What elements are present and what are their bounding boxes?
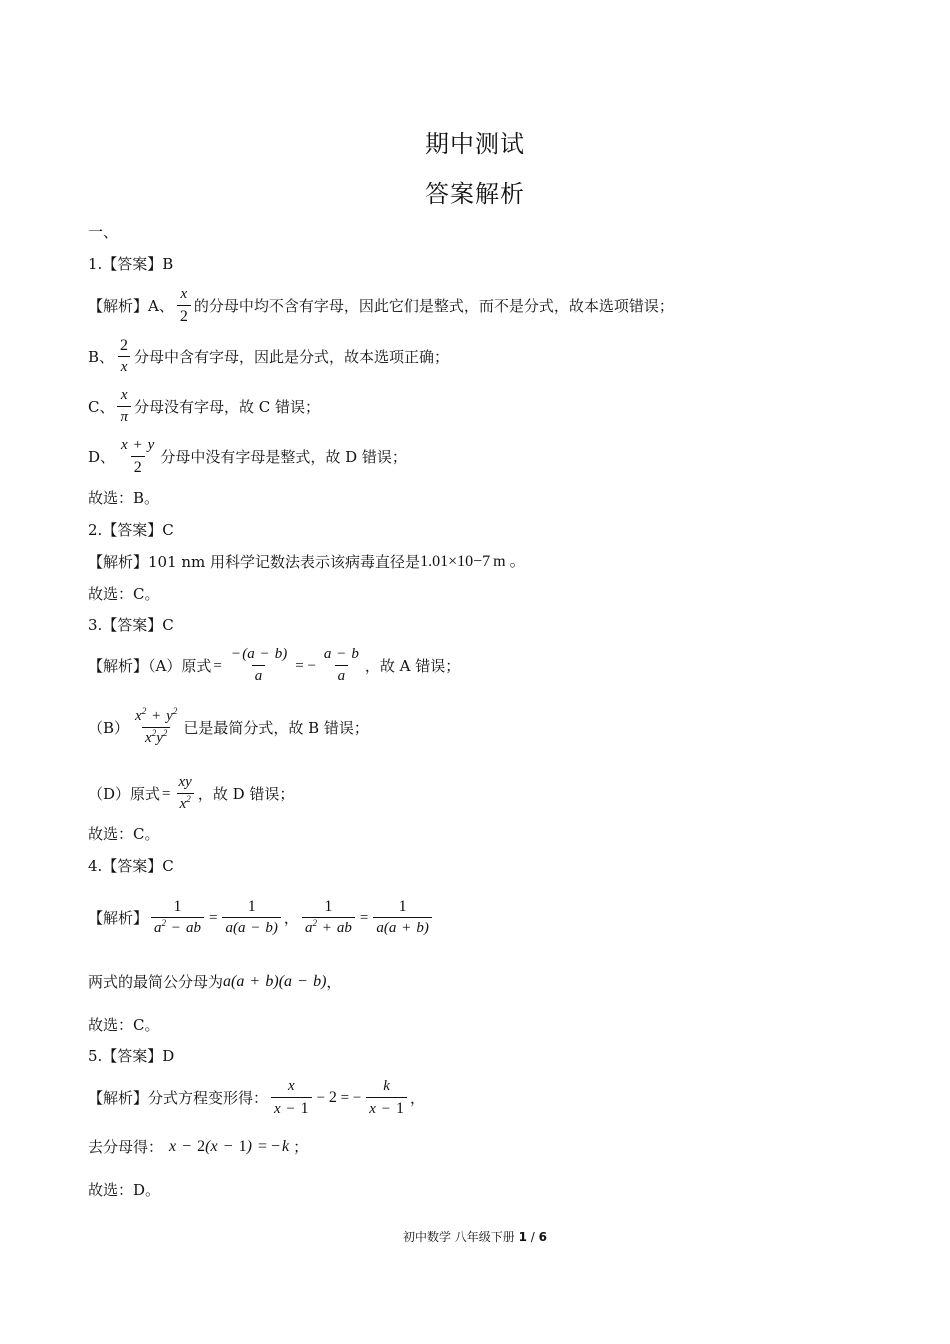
page-total: 6: [538, 1230, 548, 1244]
q5-analysis: 【解析】分式方程变形得： $\frac{x}{x - 1}$ − 2 = − $\frac{k}{x - 1}$ ，: [88, 1078, 425, 1117]
fraction: $\frac{1}{a(a - b)}$: [222, 897, 280, 938]
fraction: $\frac{2}{x}$: [117, 336, 131, 377]
q1-choice: 故选：B。: [88, 489, 160, 507]
q1-answer: 1.【答案】B: [88, 255, 174, 273]
q2-answer: 2.【答案】C: [88, 521, 174, 539]
q1-option-a: 【解析】A、 $\frac{x}{2}$ 的分母中均不含有字母，因此它们是整式，而不是分式，故本选项错误；: [88, 286, 674, 325]
q3-option-a: 【解析】（A）原式 = $\frac{- (a - b)}{a}$ = − $\frac{a - b}{a}$ ，故 A 错误；: [88, 646, 461, 684]
section-label: 一、: [88, 223, 119, 241]
q3-option-d: （D）原式 = $\frac{xy}{x^2}$ ，故 D 错误；: [88, 774, 295, 812]
q3-answer: 3.【答案】C: [88, 616, 174, 634]
page-title: 期中测试: [425, 130, 525, 158]
fraction: $\frac{- (a - b)}{a}$: [231, 646, 288, 684]
page-number: 1: [518, 1230, 527, 1244]
q2-choice: 故选：C。: [88, 585, 160, 603]
fraction: $\frac{k}{x - 1}$: [366, 1077, 407, 1119]
q4-analysis: 【解析】 $\frac{1}{a^2 - ab}$ = $\frac{1}{a(a - b)}$ ， $\frac{1}{a^2 + ab}$ = $\frac{1}{a(a + b)}$: [88, 897, 435, 938]
page-footer: 初中数学 八年级下册 1 / 6: [402, 1230, 548, 1244]
q4-answer: 4.【答案】C: [88, 857, 174, 875]
q4-lcd: 两式的最简公分母为 a(a + b)(a − b) ，: [88, 973, 342, 991]
fraction: $\frac{x}{2}$: [177, 285, 191, 326]
q1-option-d: D、 $\frac{x + y}{2}$ 分母中没有字母是整式，故 D 错误；: [88, 437, 407, 476]
q1-option-b: B、 $\frac{2}{x}$ 分母中含有字母，因此是分式，故本选项正确；: [88, 337, 450, 375]
q5-step: 去分母得： x − 2(x − 1) = − k ；: [88, 1138, 309, 1156]
q5-choice: 故选：D。: [88, 1181, 161, 1199]
fraction: $\frac{1}{a^2 + ab}$: [302, 897, 355, 938]
q3-option-b: （B） $\frac{x^2 + y^2}{x^2y^2}$ 已是最简分式，故 B 错误；: [88, 706, 369, 746]
q3-choice: 故选：C。: [88, 825, 160, 843]
q2-analysis: 【解析】101 nm 用科学记数法表示该病毒直径是 1.01×10 −7 m 。: [88, 553, 526, 571]
q5-answer: 5.【答案】D: [88, 1047, 175, 1065]
fraction: $\frac{1}{a^2 - ab}$: [151, 897, 204, 938]
fraction: $\frac{x}{\pi}$: [117, 386, 131, 427]
fraction: $\frac{x^2 + y^2}{x^2y^2}$: [135, 706, 178, 746]
q1-option-c: C、 $\frac{x}{\pi}$ 分母没有字母，故 C 错误；: [88, 387, 321, 425]
fraction: $\frac{x}{x - 1}$: [271, 1077, 312, 1119]
fraction: $\frac{xy}{x^2}$: [178, 774, 192, 812]
q4-choice: 故选：C。: [88, 1016, 160, 1034]
fraction: $\frac{x + y}{2}$: [121, 437, 155, 476]
page-subtitle: 答案解析: [425, 180, 525, 208]
fraction: $\frac{a - b}{a}$: [323, 646, 359, 684]
fraction: $\frac{1}{a(a + b)}$: [373, 897, 431, 938]
